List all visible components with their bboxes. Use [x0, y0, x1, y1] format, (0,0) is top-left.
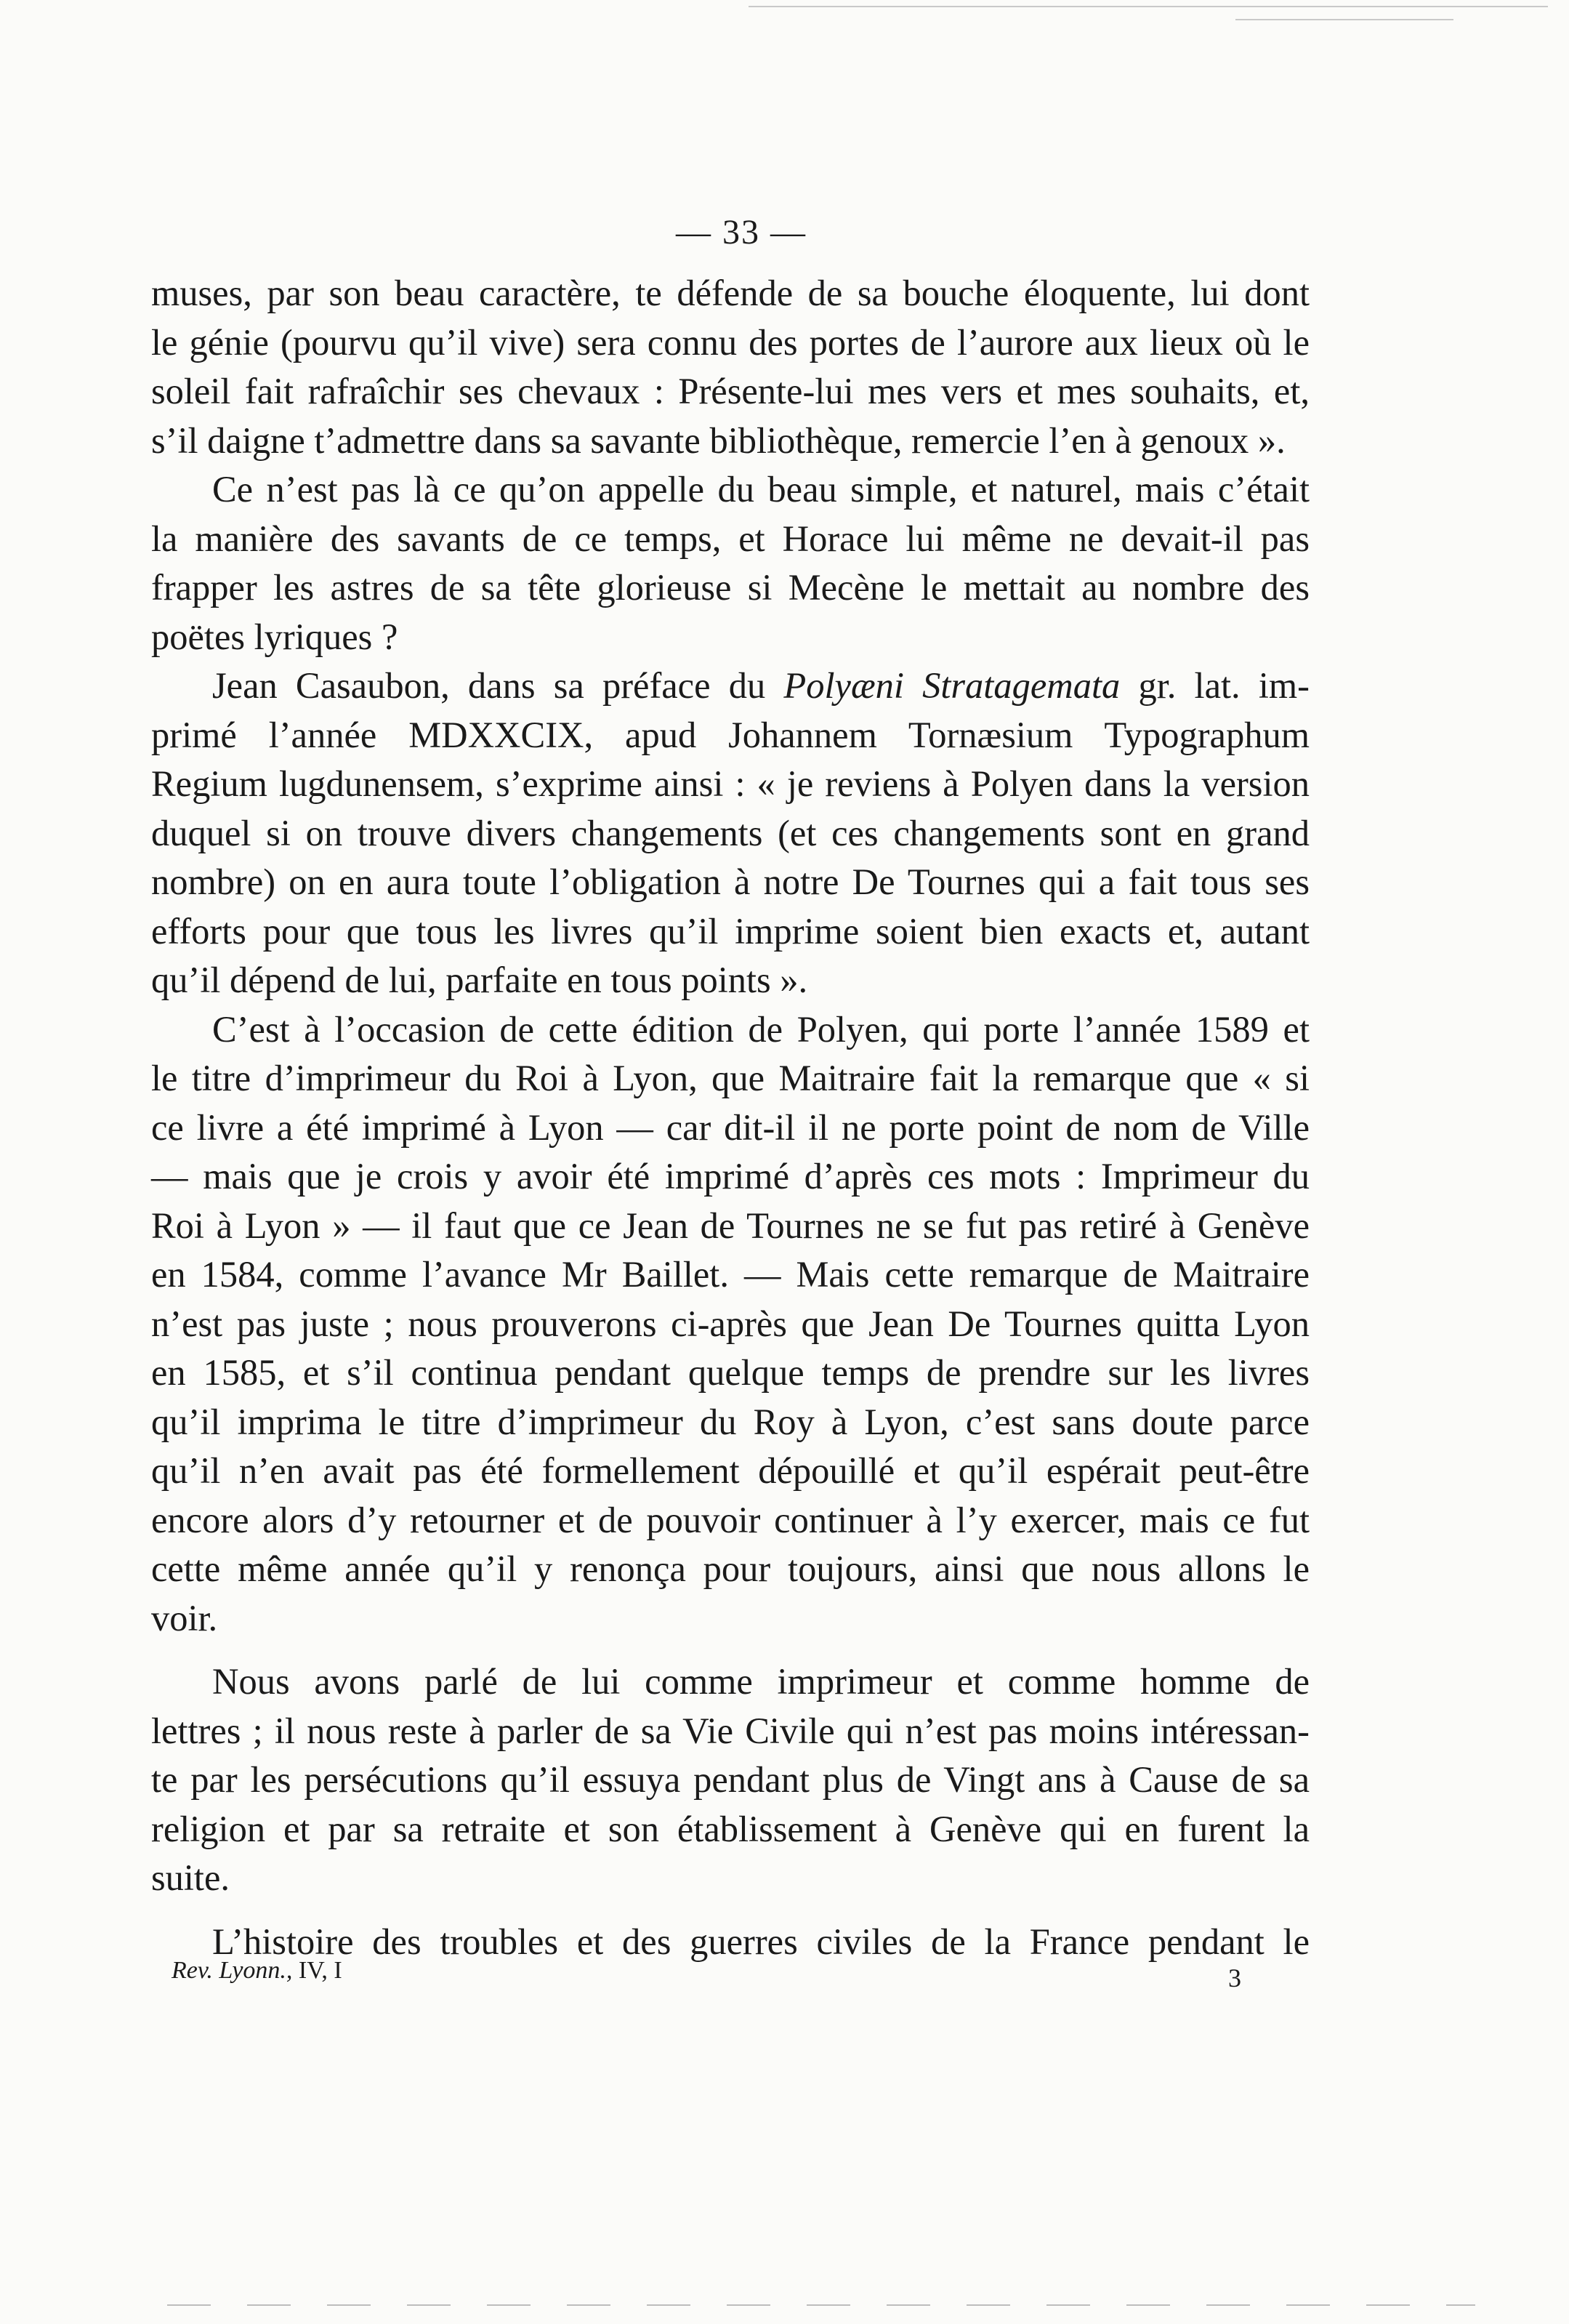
paragraph-2 — [151, 465, 1310, 662]
text-line: s’il daigne t’admettre dans sa savante bibliothèque, remercie l’en à genoux ». — [151, 419, 1286, 461]
signature-mark: 3 — [1228, 1963, 1241, 1993]
text-line — [151, 662, 1310, 711]
text-line: qu’il dépend de lui, parfaite en tous points ». — [151, 960, 808, 1000]
text-line: encore alors d’y retourner et de pouvoir continuer à l’y exercer, mais ce fut — [151, 1499, 1310, 1540]
text-line: duquel si on trouve divers changements (et ces changements sont en grand — [151, 812, 1310, 853]
text-line: qu’il n’en avait pas été formellement dépouillé et qu’il espérait peut-être — [151, 1450, 1310, 1491]
text-line: ce livre a été imprimé à Lyon — car dit-il il ne porte point de nom de Ville — [151, 1106, 1310, 1148]
text-line: — mais que je crois y avoir été imprimé d’après ces mots : Imprimeur du — [151, 1156, 1310, 1197]
text-line: en 1585, et s’il continua pendant quelque temps de prendre sur les livres — [151, 1352, 1310, 1393]
body-text — [151, 269, 1310, 1966]
text-line: muses, par son beau caractère, te défende de sa bouche éloquente, lui dont — [151, 273, 1310, 313]
text-line: Regium lugdunensem, s’exprime ainsi : « je reviens à Polyen dans la version — [151, 763, 1310, 804]
text-line: frapper les astres de sa tête glorieuse si Mecène le mettait au nombre des — [151, 567, 1310, 608]
text-line: Roi à Lyon » — il faut que ce Jean de Tournes ne se fut pas retiré à Genève — [151, 1205, 1310, 1246]
text-line: efforts pour que tous les livres qu’il imprime soient bien exacts et, autant — [151, 910, 1310, 952]
text-line: Nous avons parlé de lui comme imprimeur et comme homme de — [212, 1661, 1310, 1702]
text-line: C’est à l’occasion de cette édition de Polyen, qui porte l’année 1589 et — [212, 1008, 1310, 1050]
text-span: gr. lat. im- — [1120, 665, 1310, 706]
book-title: Polyæni Stratagemata — [783, 665, 1121, 706]
text-span: Jean Casaubon, dans sa préface du — [212, 665, 784, 706]
text-line: poëtes lyriques ? — [151, 616, 398, 657]
text-line: n’est pas juste ; nous prouverons ci-après que Jean De Tournes quitta Lyon — [151, 1303, 1310, 1344]
text-line: te par les persécutions qu’il essuya pendant plus de Vingt ans à Cause de sa — [151, 1759, 1310, 1800]
text-line: qu’il imprima le titre d’imprimeur du Roy à Lyon, c’est sans doute parce — [151, 1401, 1310, 1442]
text-line: voir. — [151, 1597, 218, 1639]
text-line: religion et par sa retraite et son établissement à Genève qui en furent la — [151, 1808, 1310, 1849]
text-line: Ce n’est pas là ce qu’on appelle du beau simple, et naturel, mais c’était — [212, 469, 1310, 510]
text-line: cette même année qu’il y renonça pour toujours, ainsi que nous allons le — [151, 1548, 1310, 1589]
paragraph-3 — [151, 662, 1310, 1005]
text-line: lettres ; il nous reste à parler de sa Vie Civile qui n’est pas moins intéressan- — [151, 1710, 1310, 1751]
scan-edge-line — [1235, 19, 1453, 20]
footer-journal-reference — [172, 1957, 342, 1985]
journal-volume: IV, I — [298, 1957, 342, 1984]
text-line: suite. — [151, 1857, 230, 1898]
text-line: le titre d’imprimeur du Roi à Lyon, que Maitraire fait la remarque que « si — [151, 1058, 1310, 1098]
scan-edge-line — [167, 2304, 1475, 2306]
text-line: la manière des savants de ce temps, et Horace lui même ne devait-il pas — [151, 518, 1310, 559]
text-line: L’histoire des troubles et des guerres civiles de la France pendant le — [212, 1921, 1310, 1962]
text-line: nombre) on en aura toute l’obligation à notre De Tournes qui a fait tous ses — [151, 861, 1310, 902]
text-line: le génie (pourvu qu’il vive) sera connu des portes de l’aurore aux lieux où le — [151, 321, 1310, 363]
paragraph-1 — [151, 269, 1310, 465]
text-line: primé l’année MDXXCIX, apud Johannem Tornæsium Typographum — [151, 714, 1310, 755]
paragraph-5 — [151, 1657, 1310, 1903]
scan-edge-line — [749, 6, 1548, 7]
text-line: soleil fait rafraîchir ses chevaux : Présente-lui mes vers et mes souhaits, et, — [151, 371, 1310, 411]
journal-name: Rev. Lyonn., — [172, 1957, 293, 1984]
text-line: en 1584, comme l’avance Mr Baillet. — Mais cette remarque de Maitraire — [151, 1254, 1310, 1295]
paragraph-4 — [151, 1005, 1310, 1644]
page-number: — 33 — — [676, 213, 807, 252]
